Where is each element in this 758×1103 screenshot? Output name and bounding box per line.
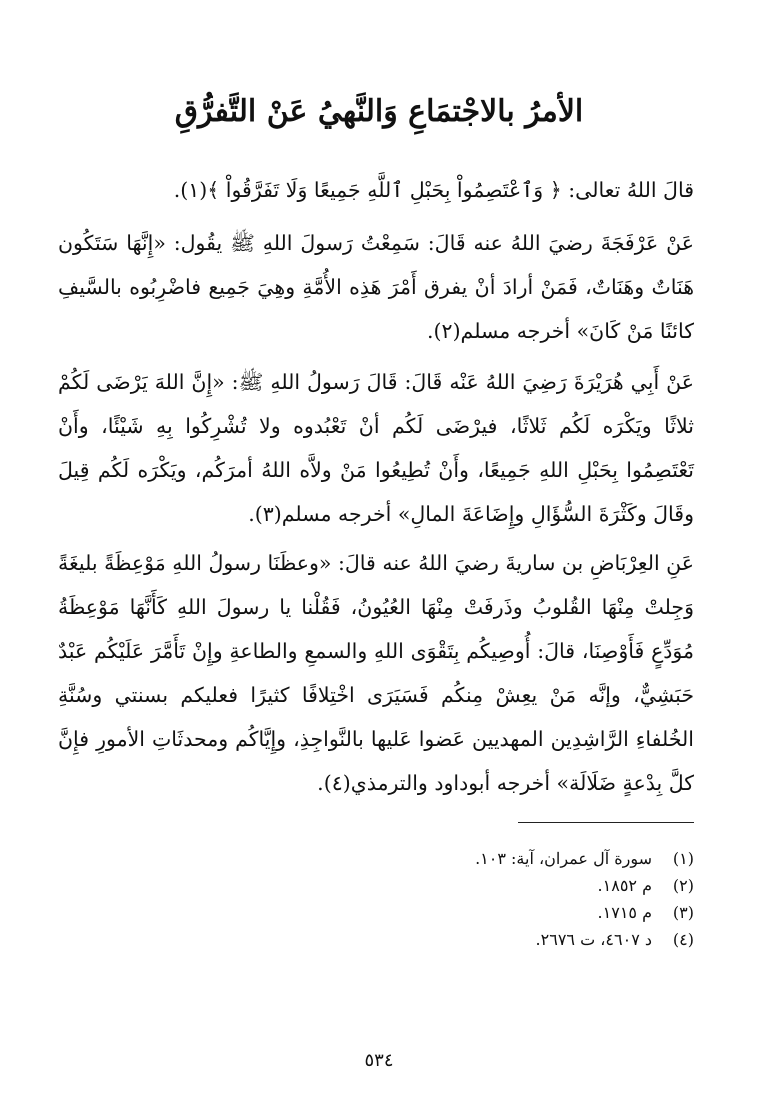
footnote-item: [200, 899, 694, 926]
paragraph-hadith-abu-hurayrah: عَنْ أَبِي هُرَيْرَةَ رَضِيَ اللهُ عَنْه قَالَ: قَالَ رَسولُ اللهِ ﷺ: «إِنَّ اللهَ يَرْضَى لَكُمْ ثلاثًا ويَكْرَه لَكُم ثَلاثًا، فيرْضَى لَكُم أنْ تَعْبُدوه ولا تُشْرِكُوا بِهِ شَيْئًا، وأَنْ تَعْتَصِمُوا بِحَبْلِ اللهِ جَمِيعًا، وأَنْ تُطِيعُوا مَنْ ولاَّه اللهُ أمرَكُم، ويَكْرَه لَكُم قِيلَ وقَالَ وكَثْرَةَ السُّؤَالِ وإِضَاعَةَ المالِ» أخرجه مسلم(٣).: [58, 369, 694, 526]
paragraph-hadith-arfajah: عَنْ عَرْفَجَةَ رضيَ اللهُ عنه قَالَ: سَمِعْتُ رَسولَ اللهِ ﷺ يقُول: «إِنَّهَا سَتَكُون هَنَاتٌ وهَنَاتٌ، فَمَنْ أرادَ أنْ يفرق أَمْرَ هَذِه الأُمَّةِ وهِيَ جَمِيع فاضْرِبُوه بالسَّيفِ كائنًا مَنْ كَانَ» أخرجه مسلم(٢).: [58, 230, 694, 343]
footnote-number: (٢): [672, 876, 694, 895]
footnote-text: م ١٨٥٢.: [597, 876, 652, 895]
footnote-divider: [518, 822, 694, 823]
footnotes: [200, 845, 694, 953]
footnote-item: [200, 926, 694, 953]
footnote-item: [200, 845, 694, 872]
footnote-text: د ٤٦٠٧، ت ٢٦٧٦.: [535, 930, 652, 949]
footnote-text: سورة آل عمران، آية: ١٠٣.: [475, 849, 652, 868]
page-number: ٥٣٤: [364, 1050, 394, 1071]
footnote-number: (٤): [672, 930, 694, 949]
paragraph-quran-verse: قالَ اللهُ تعالى: ﴿ وَٱعْتَصِمُواْ بِحَبْلِ ٱللَّهِ جَمِيعًا وَلَا تَفَرَّقُواْ ﴾(١).: [173, 177, 694, 202]
paragraph-hadith-irbad: عَنِ العِرْبَاضِ بن ساريةَ رضيَ اللهُ عنه قالَ: «وعظَنَا رسولُ اللهِ مَوْعِظَةً بليغَةً وَجِلتْ مِنْهَا القُلوبُ وذَرفَتْ مِنْهَا العُيُونُ، فَقُلْنا يا رسولَ اللهِ كَأَنَّهَا مَوْعِظَةُ مُوَدِّعٍ فَأَوْصِنَا، قالَ: أُوصِيكُم بِتَقْوَى اللهِ والسمعِ والطاعةِ وإِنْ تَأَمَّرَ عَلَيْكُم عَبْدٌ حَبَشِيٌّ، وإنَّه مَنْ يعِشْ مِنكُم فَسَيَرَى اخْتِلافًا كثيرًا فعليكم بسنتي وسُنَّةِ الخُلفاءِ الرَّاشِدِين المهديين عَضوا عَليها بالنَّواجِذِ، وإِيَّاكُم ومحدثَاتِ الأمورِ فإِنَّ كلَّ بِدْعةٍ ضَلَالَة» أخرجه أبوداود والترمذي(٤).: [58, 550, 694, 795]
footnote-number: (٣): [672, 903, 694, 922]
footnote-item: [200, 872, 694, 899]
footnote-number: (١): [672, 849, 694, 868]
footnote-text: م ١٧١٥.: [597, 903, 652, 922]
chapter-title: الأمرُ بالاجْتمَاعِ وَالنَّهيُ عَنْ التَّفرُّقِ: [174, 94, 584, 130]
